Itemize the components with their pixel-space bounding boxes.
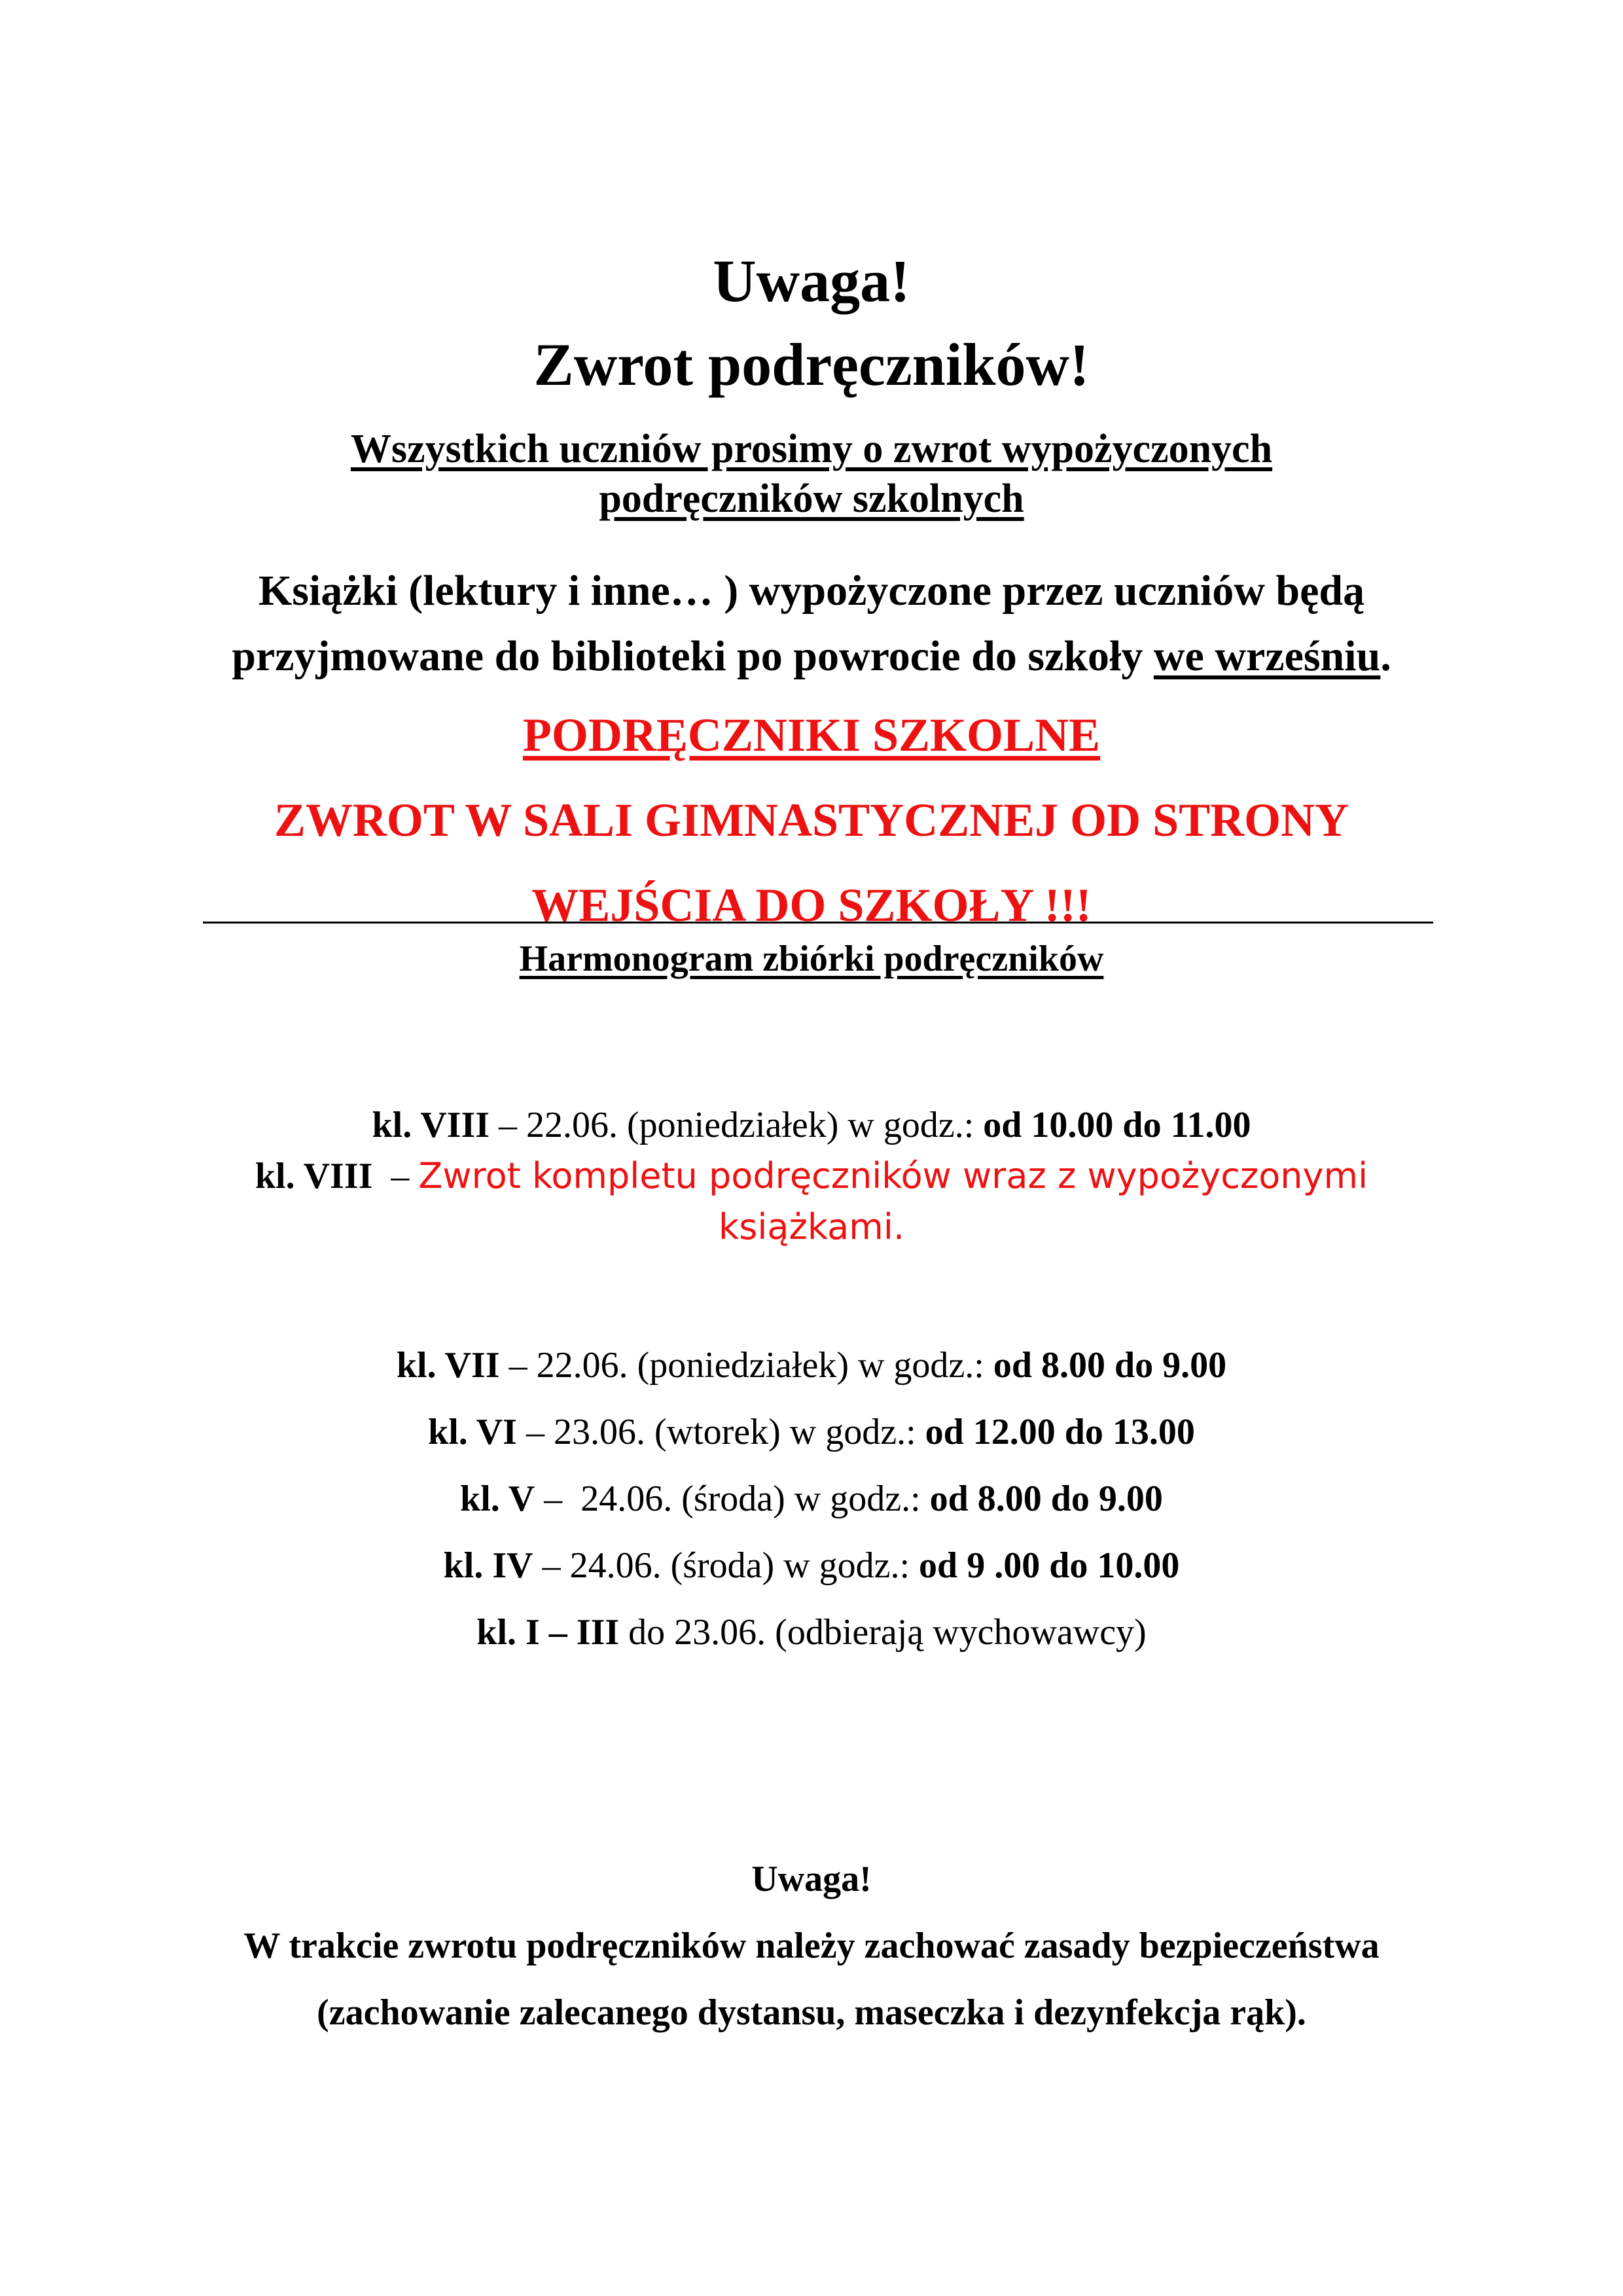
viii-note-label: kl. VIII	[255, 1156, 373, 1196]
intro-paragraph	[131, 424, 1492, 524]
intro-line-1: Wszystkich uczniów prosimy o zwrot wypożyczonych	[350, 427, 1273, 471]
viii-date: 22.06. (poniedziałek) w godz.:	[526, 1105, 984, 1145]
row-label: kl. V	[460, 1479, 535, 1519]
viii-dash: –	[490, 1105, 527, 1145]
viii-note-dash: –	[372, 1156, 419, 1196]
title-line-2: Zwrot podręczników!	[533, 331, 1090, 398]
red-notice	[131, 692, 1492, 948]
final-notice-line-3: (zachowanie zalecanego dystansu, maseczka i dezynfekcja rąk).	[317, 1992, 1306, 2033]
schedule-viii-row	[131, 1100, 1492, 1151]
schedule-row-v	[131, 1465, 1492, 1532]
books-notice	[131, 558, 1492, 689]
row-label: kl. IV	[443, 1545, 533, 1586]
row-label: kl. I – III	[476, 1612, 620, 1653]
schedule-viii-block	[131, 1100, 1492, 1253]
row-hours: od 9 .00 do 10.00	[919, 1545, 1180, 1586]
horizontal-divider	[203, 922, 1433, 924]
final-notice-line-1: Uwaga!	[751, 1859, 872, 1899]
row-date: – 24.06. (środa) w godz.:	[533, 1545, 919, 1586]
red-notice-line-2: ZWROT W SALI GIMNASTYCZNEJ OD STRONY	[274, 794, 1349, 846]
schedule-row-vi	[131, 1399, 1492, 1465]
schedule-row-iv	[131, 1532, 1492, 1599]
row-date: – 24.06. (środa) w godz.:	[535, 1479, 930, 1519]
schedule-rows	[131, 1332, 1492, 1666]
title-line-1: Uwaga!	[713, 247, 910, 314]
row-hours: od 12.00 do 13.00	[925, 1412, 1195, 1452]
row-label: kl. VI	[428, 1412, 517, 1452]
viii-note-row-2	[131, 1202, 1492, 1253]
row-date: – 23.06. (wtorek) w godz.:	[516, 1412, 925, 1452]
row-hours: od 8.00 do 9.00	[993, 1345, 1227, 1386]
main-title	[131, 239, 1492, 406]
schedule-row-vii	[131, 1332, 1492, 1399]
viii-note-line-2: książkami.	[718, 1206, 905, 1247]
final-notice	[131, 1846, 1492, 2046]
viii-hours: od 10.00 do 11.00	[983, 1105, 1251, 1145]
viii-label: kl. VIII	[372, 1105, 490, 1145]
row-label: kl. VII	[396, 1345, 500, 1386]
books-line-2	[131, 624, 1492, 689]
books-line-2-suffix: .	[1380, 632, 1391, 680]
viii-note-row	[131, 1151, 1492, 1202]
schedule-heading: Harmonogram zbiórki podręczników	[519, 939, 1104, 979]
row-hours: od 8.00 do 9.00	[929, 1479, 1163, 1519]
books-line-1: Książki (lektury i inne… ) wypożyczone przez uczniów będą	[258, 567, 1365, 615]
schedule-row-i-iii	[131, 1599, 1492, 1666]
viii-note-line-1: Zwrot kompletu podręczników wraz z wypożyczonymi	[418, 1155, 1368, 1196]
final-notice-line-2: W trakcie zwrotu podręczników należy zachować zasady bezpieczeństwa	[243, 1926, 1380, 1966]
red-notice-line-3: WEJŚCIA DO SZKOŁY !!!	[531, 879, 1092, 931]
books-line-2-prefix: przyjmowane do biblioteki po powrocie do szkoły	[232, 632, 1154, 680]
red-notice-line-1-text: PODRĘCZNIKI SZKOLNE	[522, 709, 1101, 761]
row-date: do 23.06. (odbierają wychowawcy)	[619, 1612, 1147, 1653]
red-notice-line-1	[131, 692, 1492, 778]
row-date: – 22.06. (poniedziałek) w godz.:	[499, 1345, 993, 1386]
books-line-2-underlined: we wrześniu	[1153, 632, 1381, 680]
intro-line-2: podręczników szkolnych	[599, 476, 1024, 521]
